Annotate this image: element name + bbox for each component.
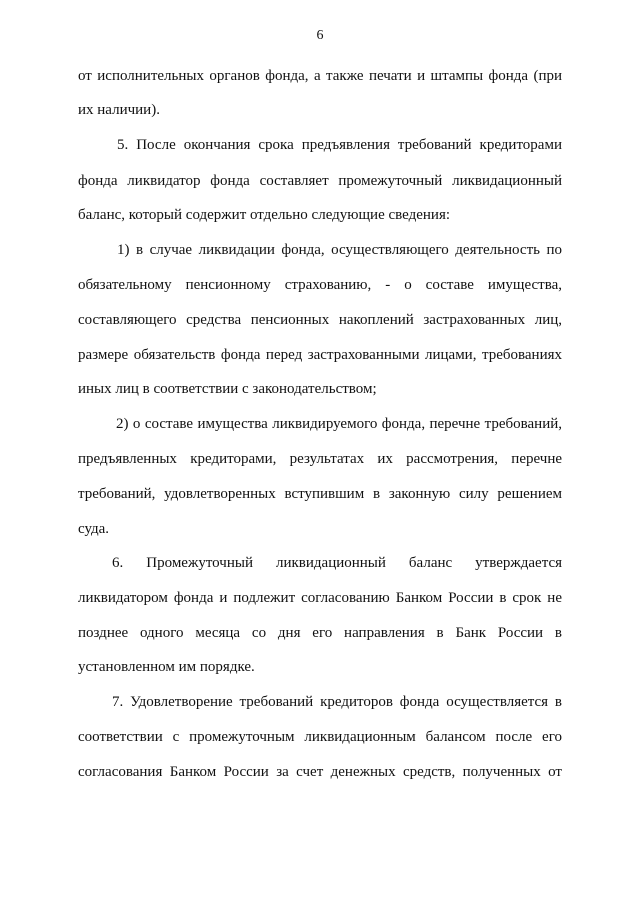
paragraph-line: составляющего средства пенсионных накоплений застрахованных лиц, xyxy=(78,312,562,328)
paragraph-line: фонда ликвидатор фонда составляет промежуточный ликвидационный xyxy=(78,173,562,189)
page-number: 6 xyxy=(316,28,324,43)
paragraph-line: обязательному пенсионному страхованию, - о составе имущества, xyxy=(78,277,562,293)
paragraph-line: согласования Банком России за счет денежных средств, полученных от xyxy=(78,764,562,780)
paragraph-line: иных лиц в соответствии с законодательством; xyxy=(78,381,377,397)
paragraph-line: 1) в случае ликвидации фонда, осуществляющего деятельность по xyxy=(117,242,562,258)
paragraph-line: соответствии с промежуточным ликвидационным балансом после его xyxy=(78,729,562,745)
paragraph-line: суда. xyxy=(78,521,110,537)
paragraph-line: требований, удовлетворенных вступившим в законную силу решением xyxy=(78,486,562,502)
paragraph-line: предъявленных кредиторами, результатах их рассмотрения, перечне xyxy=(78,451,562,467)
paragraph-line: баланс, который содержит отдельно следующие сведения: xyxy=(78,207,451,223)
paragraph-line: 7. Удовлетворение требований кредиторов фонда осуществляется в xyxy=(112,694,562,710)
paragraph-line: 5. После окончания срока предъявления требований кредиторами xyxy=(117,137,562,153)
paragraph-line: установленном им порядке. xyxy=(78,659,255,675)
paragraph-line: 6. Промежуточный ликвидационный баланс утверждается xyxy=(112,555,562,571)
paragraph-line: от исполнительных органов фонда, а также печати и штампы фонда (при xyxy=(78,68,562,84)
paragraph-line: их наличии). xyxy=(78,102,160,118)
paragraph-line: 2) о составе имущества ликвидируемого фонда, перечне требований, xyxy=(116,416,562,432)
paragraph-line: позднее одного месяца со дня его направления в Банк России в xyxy=(78,625,562,641)
paragraph-line: размере обязательств фонда перед застрахованными лицами, требованиях xyxy=(78,347,562,363)
paragraph-line: ликвидатором фонда и подлежит согласованию Банком России в срок не xyxy=(78,590,562,606)
